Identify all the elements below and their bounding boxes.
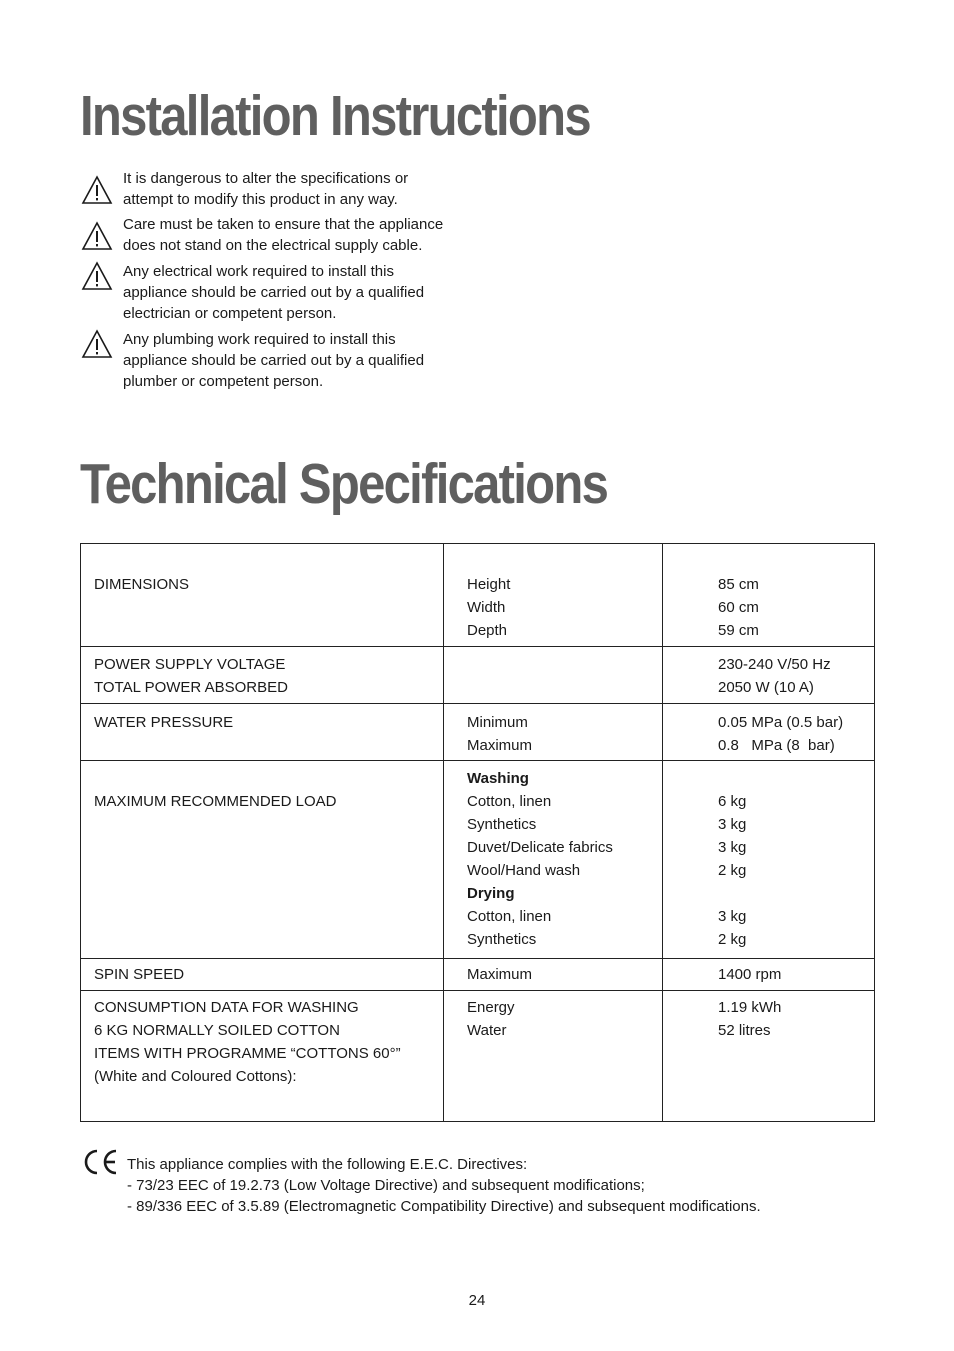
spacer bbox=[94, 767, 443, 790]
spec-value: 2 kg bbox=[718, 862, 747, 879]
spec-value: 230-240 V/50 Hz bbox=[718, 656, 831, 673]
spec-label: MAXIMUM RECOMMENDED LOAD bbox=[94, 793, 337, 810]
spec-value: 85 cm bbox=[718, 576, 759, 593]
spec-item-cell bbox=[444, 959, 663, 991]
compliance-text bbox=[127, 1154, 761, 1217]
spec-label: ITEMS WITH PROGRAMME “COTTONS 60°” bbox=[94, 1045, 401, 1062]
spec-label-cell bbox=[81, 991, 444, 1122]
spec-label: TOTAL POWER ABSORBED bbox=[94, 679, 288, 696]
spec-item-cell bbox=[444, 761, 663, 959]
page-number: 24 bbox=[468, 1292, 486, 1309]
spec-value: 1.19 kWh bbox=[718, 999, 782, 1016]
spec-value-cell bbox=[663, 991, 875, 1122]
spec-item: Cotton, linen bbox=[467, 793, 552, 810]
warning-triangle-icon bbox=[81, 329, 113, 359]
spec-value: 3 kg bbox=[718, 908, 747, 925]
warning-line: Any electrical work required to install this bbox=[123, 263, 394, 280]
spec-value-cell bbox=[663, 544, 875, 647]
spec-value: 2 kg bbox=[718, 931, 747, 948]
warning-item bbox=[80, 168, 480, 210]
washing-heading: Washing bbox=[467, 770, 529, 787]
warning-line: plumber or competent person. bbox=[123, 373, 324, 390]
spec-label-cell bbox=[81, 704, 444, 761]
spec-item-cell bbox=[444, 704, 663, 761]
spec-item-cell bbox=[444, 991, 663, 1122]
spec-value-cell bbox=[663, 647, 875, 704]
spec-value: 3 kg bbox=[718, 816, 747, 833]
spec-value: 60 cm bbox=[718, 599, 759, 616]
directive-item: - 73/23 EEC of 19.2.73 (Low Voltage Directive) and subsequent modifications; bbox=[127, 1177, 645, 1194]
spec-item: Maximum bbox=[467, 737, 533, 754]
warning-line: electrician or competent person. bbox=[123, 305, 337, 322]
warning-triangle-icon bbox=[81, 175, 113, 205]
warning-line: It is dangerous to alter the specifications or bbox=[123, 170, 409, 187]
table-row-water-pressure bbox=[81, 704, 875, 761]
spec-label-cell bbox=[81, 761, 444, 959]
spec-item: Minimum bbox=[467, 714, 528, 731]
spec-label-cell bbox=[81, 647, 444, 704]
spec-item: Water bbox=[467, 1022, 507, 1039]
spacer bbox=[718, 767, 874, 790]
spec-label-cell bbox=[81, 544, 444, 647]
warning-item bbox=[80, 261, 480, 324]
spec-item-cell bbox=[444, 647, 663, 704]
spec-item: Width bbox=[467, 599, 506, 616]
spec-value: 1400 rpm bbox=[718, 966, 782, 983]
warning-item bbox=[80, 214, 480, 256]
spec-item: Wool/Hand wash bbox=[467, 862, 581, 879]
spec-item: Synthetics bbox=[467, 931, 537, 948]
warning-item bbox=[80, 329, 480, 392]
spec-value: 6 kg bbox=[718, 793, 747, 810]
compliance-intro: This appliance complies with the following E.E.C. Directives: bbox=[127, 1156, 528, 1173]
spec-label-cell bbox=[81, 959, 444, 991]
warning-line: appliance should be carried out by a qualified bbox=[123, 284, 425, 301]
spec-label: POWER SUPPLY VOLTAGE bbox=[94, 656, 286, 673]
spec-value: 0.8 MPa (8 bar) bbox=[718, 737, 835, 754]
drying-heading: Drying bbox=[467, 885, 515, 902]
spec-label: 6 KG NORMALLY SOILED COTTON bbox=[94, 1022, 340, 1039]
spec-label: CONSUMPTION DATA FOR WASHING bbox=[94, 999, 359, 1016]
spec-value: 59 cm bbox=[718, 622, 759, 639]
ce-mark-icon bbox=[82, 1148, 118, 1176]
spec-value-cell bbox=[663, 959, 875, 991]
spec-item: Energy bbox=[467, 999, 515, 1016]
spec-value: 52 litres bbox=[718, 1022, 771, 1039]
spec-item-cell bbox=[444, 544, 663, 647]
spec-value: 2050 W (10 A) bbox=[718, 679, 814, 696]
table-row-dimensions bbox=[81, 544, 875, 647]
spec-item: Duvet/Delicate fabrics bbox=[467, 839, 613, 856]
spec-item: Height bbox=[467, 576, 511, 593]
technical-title: Technical Specifications bbox=[80, 452, 608, 516]
spacer bbox=[718, 882, 874, 905]
table-row-spin bbox=[81, 959, 875, 991]
warning-line: does not stand on the electrical supply cable. bbox=[123, 237, 423, 254]
spec-label: WATER PRESSURE bbox=[94, 714, 234, 731]
spec-item: Synthetics bbox=[467, 816, 537, 833]
table-row-load bbox=[81, 761, 875, 959]
warning-line: appliance should be carried out by a qualified bbox=[123, 352, 425, 369]
spec-item: Maximum bbox=[467, 966, 533, 983]
table-row-power bbox=[81, 647, 875, 704]
spec-item: Depth bbox=[467, 622, 508, 639]
warning-line: attempt to modify this product in any way. bbox=[123, 191, 398, 208]
spec-label: DIMENSIONS bbox=[94, 576, 190, 593]
warning-triangle-icon bbox=[81, 221, 113, 251]
spec-item: Cotton, linen bbox=[467, 908, 552, 925]
warning-triangle-icon bbox=[81, 261, 113, 291]
installation-title: Installation Instructions bbox=[80, 84, 590, 148]
warning-line: Care must be taken to ensure that the appliance bbox=[123, 216, 444, 233]
directive-item: - 89/336 EEC of 3.5.89 (Electromagnetic Compatibility Directive) and subsequent modifications. bbox=[127, 1198, 761, 1215]
spec-value-cell bbox=[663, 761, 875, 959]
spec-table bbox=[80, 543, 875, 1122]
table-row-consumption bbox=[81, 991, 875, 1122]
spec-label: SPIN SPEED bbox=[94, 966, 185, 983]
spec-value-cell bbox=[663, 704, 875, 761]
warning-list bbox=[80, 168, 480, 397]
spec-value: 0.05 MPa (0.5 bar) bbox=[718, 714, 844, 731]
spec-label: (White and Coloured Cottons): bbox=[94, 1068, 297, 1085]
warning-line: Any plumbing work required to install this bbox=[123, 331, 396, 348]
spec-value: 3 kg bbox=[718, 839, 747, 856]
